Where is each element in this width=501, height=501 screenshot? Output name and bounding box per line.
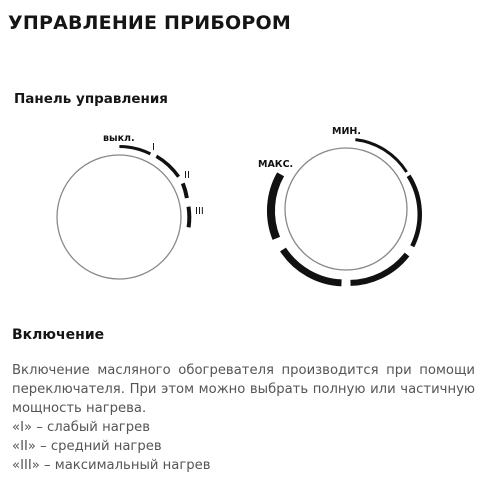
power-switch-knob[interactable]: [57, 133, 204, 279]
heating-mode-item: «II» – средний нагрев: [12, 439, 162, 454]
thermostat-scale-1: [355, 140, 406, 172]
power-knob-circle: [57, 155, 181, 279]
heating-mode-item: «I» – слабый нагрев: [12, 420, 150, 435]
label-position-1: I: [152, 142, 155, 153]
label-position-3: III: [195, 206, 204, 217]
label-position-2: II: [184, 170, 190, 181]
control-panel-diagram: [0, 120, 501, 295]
power-on-description: Включение масляного обогревателя производится при помощи переключателя. При этом можно выбрать полную или частичную мощность нагрева.: [12, 363, 475, 416]
label-max: МАКС.: [258, 159, 294, 170]
label-min: МИН.: [332, 126, 361, 137]
power-on-heading: Включение: [12, 327, 105, 343]
thermostat-knob[interactable]: [258, 126, 420, 283]
thermostat-scale-2: [409, 176, 420, 246]
power-arc-level-1: [156, 156, 178, 177]
page-title: УПРАВЛЕНИЕ ПРИБОРОМ: [8, 12, 291, 34]
thermostat-scale-5: [271, 174, 281, 238]
thermostat-knob-circle: [285, 148, 407, 270]
power-arc-level-2: [183, 183, 187, 198]
label-off: выкл.: [103, 133, 135, 144]
power-arc-off: [119, 147, 150, 154]
power-arc-level-3: [189, 207, 190, 228]
control-panel-heading: Панель управления: [14, 91, 168, 107]
thermostat-scale-4: [283, 250, 342, 283]
heating-mode-item: «III» – максимальный нагрев: [12, 458, 211, 473]
heating-modes-list: [12, 418, 211, 475]
